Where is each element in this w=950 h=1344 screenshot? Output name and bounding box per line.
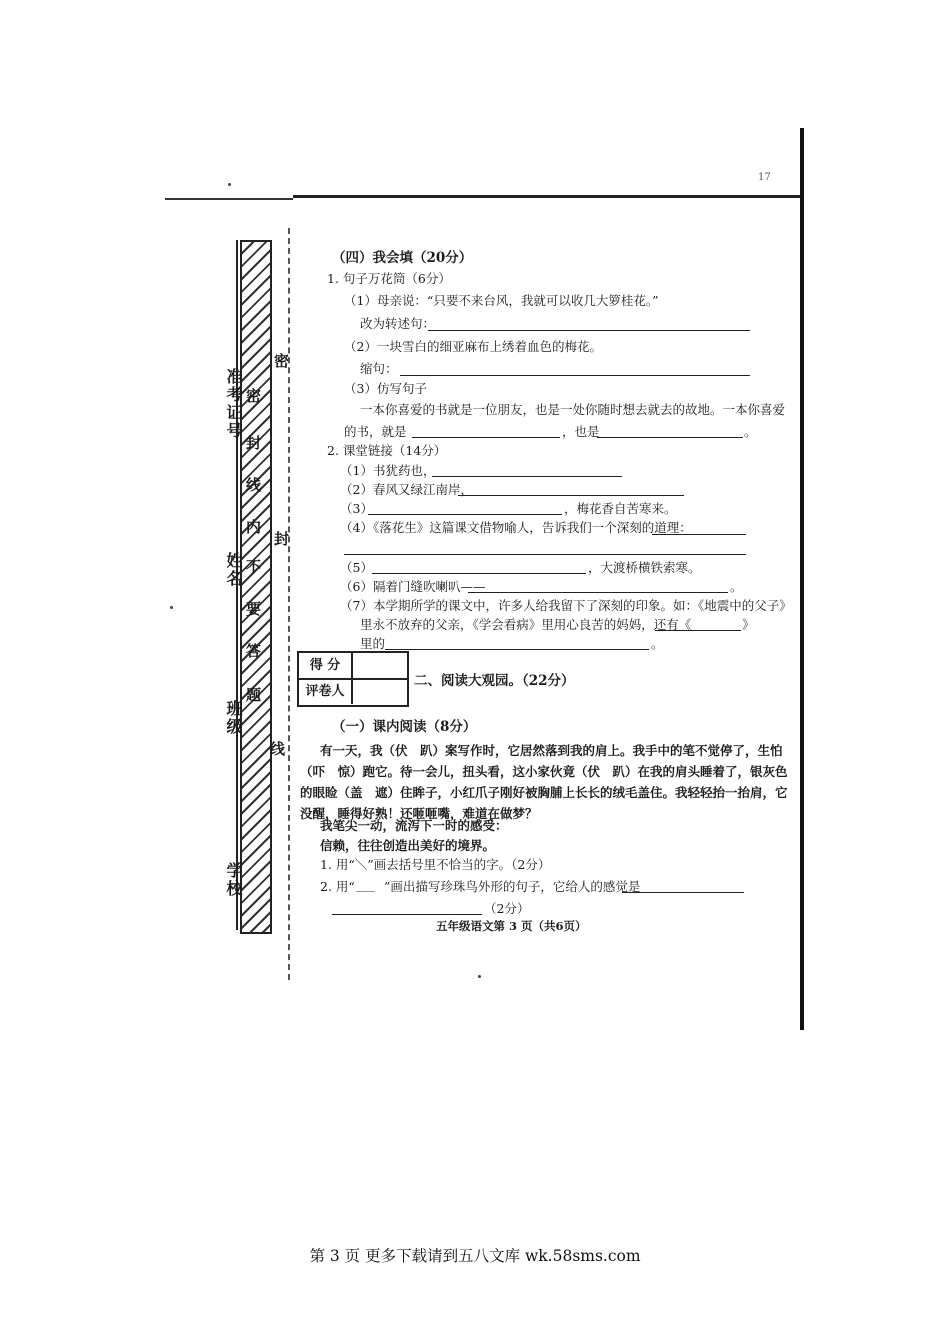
q2-l7-3a: 里的 <box>360 636 386 651</box>
corner-mark: 17 <box>758 172 771 183</box>
answer-blank[interactable] <box>428 318 750 331</box>
q1-s2-prompt: 缩句： <box>360 361 398 376</box>
answer-blank[interactable] <box>622 880 744 893</box>
q1-s3: （3）仿写句子 <box>344 381 427 396</box>
q2-l1: （1）书犹药也， <box>340 463 436 478</box>
seal-char: 答 <box>246 642 262 660</box>
grader-row <box>299 679 407 704</box>
dash-mark: 封 <box>274 530 290 548</box>
seal-char: 不 <box>246 558 262 576</box>
label-xingming: 姓名 <box>224 552 243 588</box>
dash-mark: 线 <box>270 740 286 758</box>
blank <box>238 438 240 533</box>
q2-l7-3b: 。 <box>651 636 664 651</box>
reading-q2b: ”画出描写珍珠鸟外形的句子，它给人的感觉是 <box>384 879 641 894</box>
answer-blank[interactable] <box>652 522 746 535</box>
answer-blank[interactable] <box>458 483 684 496</box>
seal-dashed-line <box>288 228 290 980</box>
scan-speck <box>228 183 231 186</box>
answer-blank[interactable] <box>385 637 649 650</box>
score-label: 得 分 <box>299 653 353 678</box>
q2-l3a: （3） <box>340 501 373 516</box>
seal-char: 封 <box>246 434 262 452</box>
passage-line: 的眼睑（盖 遮）住眸子，小红爪子刚好被胸脯上长长的绒毛盖住。我轻轻抬一抬肩，它 <box>300 785 788 800</box>
q1-s3-line2a: 的书，就是 <box>344 424 407 439</box>
q2-l3b: ，梅花香自苦寒来。 <box>564 501 677 516</box>
section2-title: 二、阅读大观园。（22分） <box>414 673 575 689</box>
answer-blank[interactable] <box>432 464 622 477</box>
answer-blank[interactable] <box>412 425 560 438</box>
passage-line: 我笔尖一动，流泻下一时的感受： <box>320 818 508 833</box>
seal-char: 要 <box>246 600 262 618</box>
q2-l7-2b: 》 <box>742 617 755 632</box>
grader-label: 评卷人 <box>299 679 353 704</box>
q1-s2: （2）一块雪白的细亚麻布上绣着血色的梅花。 <box>344 339 602 354</box>
answer-blank[interactable] <box>468 580 728 593</box>
answer-blank[interactable] <box>344 542 746 555</box>
seal-char: 线 <box>246 476 262 494</box>
reading-q2-mark: ___ <box>356 877 375 892</box>
q2-l2: （2）春风又绿江南岸， <box>340 482 473 497</box>
q2-l5b: ，大渡桥横铁索寒。 <box>588 560 701 575</box>
answer-blank[interactable] <box>368 502 562 515</box>
reading-q1: 1. 用“＼”画去括号里不恰当的字。（2分） <box>320 857 551 872</box>
right-border-line <box>800 128 804 1030</box>
seal-char: 题 <box>246 686 262 704</box>
label-xuexiao: 学校 <box>224 862 243 898</box>
top-rule-right <box>293 195 800 198</box>
q2-l7-1: （7）本学期所学的课文中，许多人给我留下了深刻的印象。如：《地震中的父子》 <box>340 598 792 613</box>
top-rule-left <box>165 198 293 200</box>
q1-title: 1. 句子万花筒（6分） <box>327 271 451 286</box>
score-row <box>299 653 407 680</box>
q2-l4: （4）《落花生》这篇课文借物喻人，告诉我们一个深刻的道理： <box>340 520 692 535</box>
q1-s1: （1）母亲说：“只要不来台风，我就可以收几大箩桂花。” <box>344 293 659 308</box>
section2-sub1: （一）课内阅读（8分） <box>332 719 477 735</box>
answer-blank[interactable] <box>400 363 750 376</box>
q2-l5a: （5） <box>340 560 373 575</box>
passage-line: 有一天，我（伏 趴）案写作时，它居然落到我的肩上。我手中的笔不觉停了，生怕 <box>320 743 783 758</box>
scan-speck <box>170 606 173 609</box>
q2-title: 2. 课堂链接（14分） <box>327 443 447 458</box>
answer-blank[interactable] <box>655 618 741 631</box>
answer-blank[interactable] <box>597 425 743 438</box>
q2-l6: （6）隔着门缝吹喇叭—— <box>340 579 486 594</box>
download-footer: 第 3 页 更多下载请到五八文库 wk.58sms.com <box>309 1247 641 1265</box>
score-table <box>297 651 409 707</box>
passage-line: 信赖，往往创造出美好的境界。 <box>320 838 496 853</box>
seal-char: 密 <box>246 387 262 405</box>
dash-mark: 密 <box>274 352 290 370</box>
q1-s3-text: 一本你喜爱的书就是一位朋友，也是一处你随时想去就去的故地。一本你喜爱 <box>360 402 786 417</box>
reading-q2a: 2. 用“ <box>320 879 355 894</box>
answer-blank[interactable] <box>372 561 586 574</box>
reading-q2-points: （2分） <box>484 901 530 916</box>
seal-char: 内 <box>246 518 262 536</box>
section4-title: （四）我会填（20分） <box>332 250 473 266</box>
label-zhunkaozheng: 准考证号 <box>224 368 243 440</box>
q1-s1-prompt: 改为转述句： <box>360 316 436 331</box>
q2-l6-end: 。 <box>730 579 743 594</box>
q1-s3-line2-end: 。 <box>744 424 757 439</box>
scan-speck <box>478 975 481 978</box>
passage-line: （吓 惊）跑它。待一会儿，扭头看，这小家伙竟（伏 趴）在我的肩头睡着了，银灰色 <box>300 764 788 779</box>
label-banji: 班级 <box>224 700 243 736</box>
page-number-footer: 五年级语文第 3 页（共6页） <box>436 919 587 933</box>
passage-line: 没醒，睡得好熟！还咂咂嘴，难道在做梦？ <box>300 806 538 821</box>
answer-blank[interactable] <box>332 902 482 915</box>
q2-l7-2a: 里永不放弃的父亲，《学会看病》里用心良苦的妈妈，还有《 <box>360 617 692 632</box>
q1-s3-line2b: ，也是 <box>562 424 600 439</box>
